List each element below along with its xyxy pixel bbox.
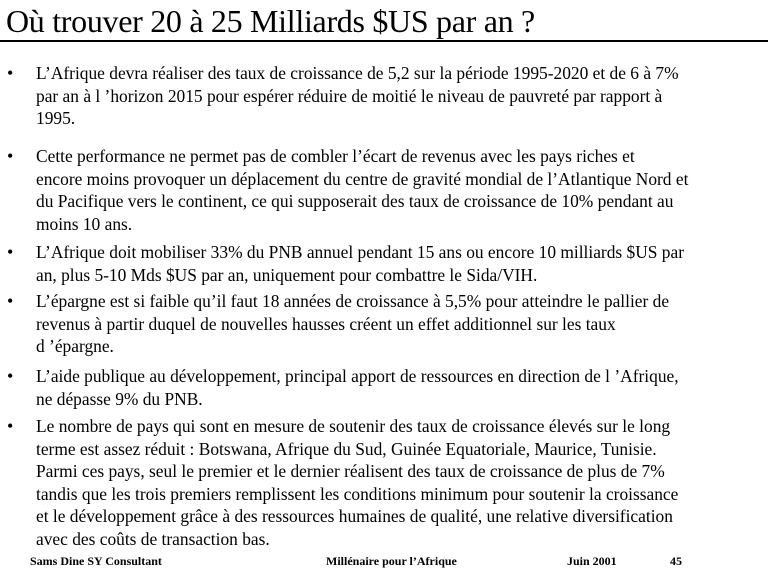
footer-subject: Millénaire pour l’Afrique	[326, 554, 457, 568]
bullet-symbol: •	[7, 242, 14, 262]
bullet-symbol: •	[7, 63, 14, 83]
page-title: Où trouver 20 à 25 Milliards $US par an ?	[6, 3, 535, 39]
bullet-symbol: •	[7, 416, 14, 436]
bullet-text: L’Afrique devra réaliser des taux de croissance de 5,2 sur la période 1995-2020 et de 6 à 7% par an à l ’horizon 2015 pour espérer réduire de moitié le niveau de pauvreté par rapport à 1995.	[36, 63, 679, 128]
bullet-text: L’Afrique doit mobiliser 33% du PNB annuel pendant 15 ans ou encore 10 milliards $US par an, plus 5-10 Mds $US par an, uniquement pour combattre le Sida/VIH.	[36, 242, 685, 285]
bullet-symbol: •	[7, 291, 14, 311]
bullet-symbol: •	[7, 146, 14, 166]
footer-author: Sams Dine SY Consultant	[30, 554, 162, 568]
bullet-text: Cette performance ne permet pas de combler l’écart de revenus avec les pays riches et encore moins provoquer un déplacement du centre de gravité mondial de l’Atlantique Nord et du Pacifique vers le continent, ce qui supposerait des taux de croissance de 10% pendant au moins 10 ans.	[36, 146, 689, 234]
bullet-symbol: •	[7, 366, 14, 386]
slide-footer	[0, 553, 768, 573]
bullet-text: L’épargne est si faible qu’il faut 18 années de croissance à 5,5% pour atteindre le pallier de revenus à partir duquel de nouvelles hausses créent un effet additionnel sur les taux d ’épargne.	[36, 291, 670, 356]
bullet-text: L’aide publique au développement, principal apport de ressources en direction de l ’Afrique, ne dépasse 9% du PNB.	[36, 366, 679, 409]
footer-date: Juin 2001	[567, 554, 617, 568]
bullet-text: Le nombre de pays qui sont en mesure de soutenir des taux de croissance élevés sur le long terme est assez réduit : Botswana, Afrique du Sud, Guinée Equatoriale, Maurice, Tunisie. Parmi ces pays, seul le premier et le dernier réalisent des taux de croissance de plus de 7% tandis que les trois premiers remplissent les conditions minimum pour soutenir la croissance et le développement grâce à des ressources humaines de qualité, une relative diversification avec des coûts de transaction bas.	[36, 416, 679, 549]
footer-page-number: 45	[670, 554, 682, 568]
